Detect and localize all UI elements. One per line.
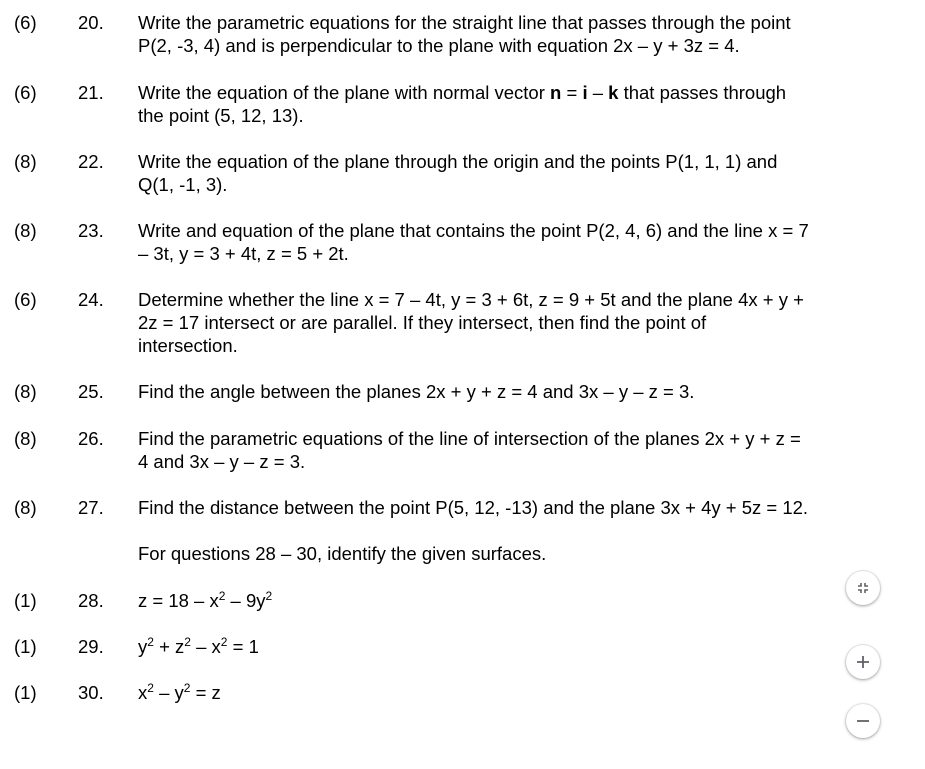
surface-equation: $y^2 + z^2 - x^2 = 1$ <box>138 635 259 657</box>
points: (6) <box>14 12 37 33</box>
zoom-in-button[interactable] <box>846 645 880 679</box>
fit-to-page-icon <box>856 581 870 595</box>
question-text: Write the equation of the plane through the origin and the points P(1, 1, 1) and Q(1, -1, 3). <box>138 151 778 195</box>
zoom-out-button[interactable] <box>846 704 880 738</box>
question-number: 28. <box>78 590 104 611</box>
zoom-out-icon <box>856 714 870 728</box>
points: (1) <box>14 590 37 611</box>
question-number: 24. <box>78 289 104 310</box>
question-number: 30. <box>78 682 104 703</box>
surfaces-instruction: For questions 28 – 30, identify the given surfaces. <box>138 543 547 564</box>
question-number: 23. <box>78 220 104 241</box>
question-text: Find the parametric equations of the line of intersection of the planes 2x + y + z = 4 and 3x – y – z = 3. <box>138 428 801 472</box>
question-text: Write the equation of the plane with normal vector n = i – k that passes through the point (5, 12, 13). <box>138 82 787 126</box>
question-number: 20. <box>78 12 104 33</box>
points: (6) <box>14 289 37 310</box>
question-text: Find the angle between the planes 2x + y + z = 4 and 3x – y – z = 3. <box>138 381 695 402</box>
question-number: 22. <box>78 151 104 172</box>
points: (6) <box>14 82 37 103</box>
surface-equation: $x^2 - y^2 = z$ <box>138 681 221 703</box>
question-text: Write and equation of the plane that contains the point P(2, 4, 6) and the line x = 7 – 3t, y = 3 + 4t, z = 5 + 2t. <box>138 220 809 264</box>
points: (1) <box>14 636 37 657</box>
question-number: 29. <box>78 636 104 657</box>
question-number: 27. <box>78 497 104 518</box>
points: (8) <box>14 497 37 518</box>
surface-equation: $z = 18 - x^2 - 9y^2$ <box>138 589 273 611</box>
points: (1) <box>14 682 37 703</box>
points: (8) <box>14 151 37 172</box>
question-text: Determine whether the line x = 7 – 4t, y = 3 + 6t, z = 9 + 5t and the plane 4x + y + 2z = 17 intersect or are parallel. If they intersect, then find the point of intersection. <box>138 289 804 356</box>
zoom-in-icon <box>856 655 870 669</box>
question-number: 26. <box>78 428 104 449</box>
points: (8) <box>14 428 37 449</box>
points: (8) <box>14 220 37 241</box>
question-text: Write the parametric equations for the straight line that passes through the point P(2, -3, 4) and is perpendicular to the plane with equation 2x – y + 3z = 4. <box>138 12 791 56</box>
question-number: 21. <box>78 82 104 103</box>
question-number: 25. <box>78 381 104 402</box>
fit-to-page-button[interactable] <box>846 571 880 605</box>
points: (8) <box>14 381 37 402</box>
question-text: Find the distance between the point P(5, 12, -13) and the plane 3x + 4y + 5z = 12. <box>138 497 809 518</box>
